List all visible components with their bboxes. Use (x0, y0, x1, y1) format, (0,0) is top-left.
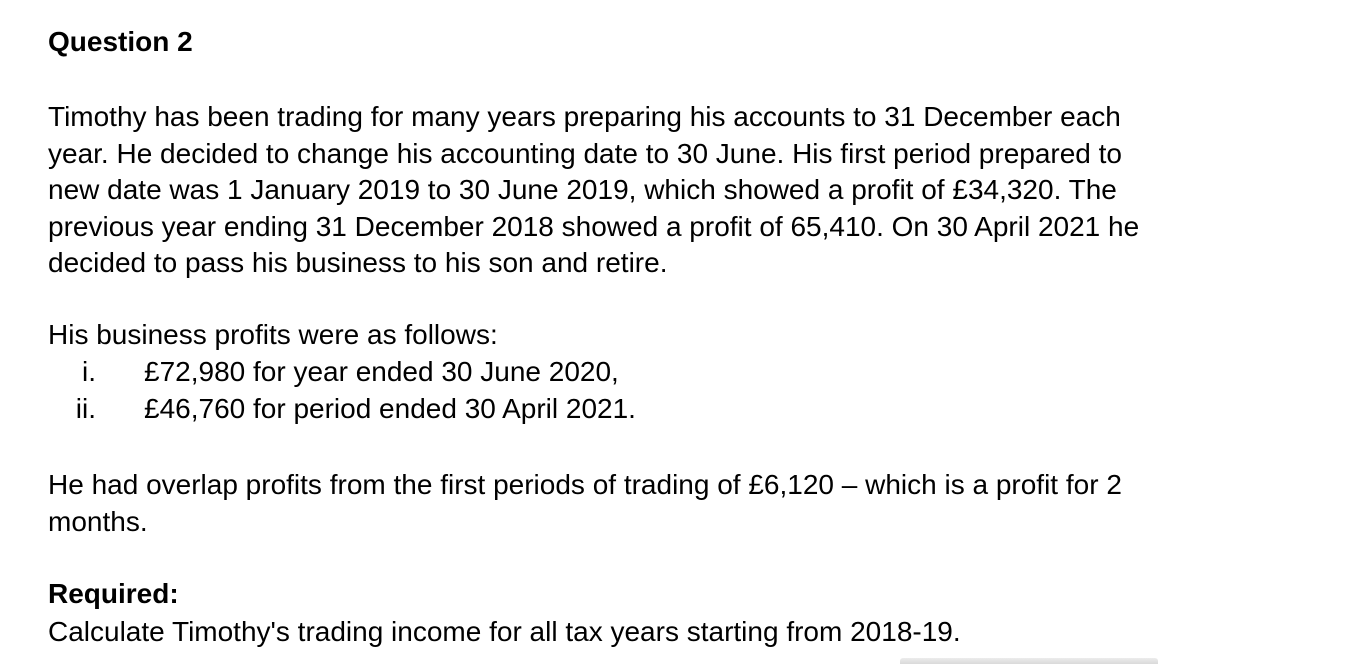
intro-line: previous year ending 31 December 2018 showed a profit of 65,410. On 30 April 2021 he (48, 210, 1140, 242)
overlap-paragraph (48, 467, 1122, 540)
required-label: Required: (48, 578, 179, 609)
overlap-line: months. (48, 505, 148, 537)
intro-line: year. He decided to change his accounting date to 30 June. His first period prepared to (48, 137, 1123, 169)
intro-line: decided to pass his business to his son and retire. (48, 247, 668, 278)
question-title: Question 2 (48, 26, 193, 57)
intro-line: new date was 1 January 2019 to 30 June 2019, which showed a profit of £34,320. The (48, 174, 1117, 205)
list-marker: i. (82, 356, 96, 387)
profits-intro-text: His business profits were as follows: (48, 319, 498, 350)
list-marker: ii. (75, 393, 96, 424)
required-text: Calculate Timothy's trading income for all tax years starting from 2018-19. (48, 616, 961, 647)
list-item (48, 391, 636, 428)
page-edge-shadow (900, 658, 1158, 664)
profits-intro (48, 317, 498, 354)
list-item-text: £46,760 for period ended 30 April 2021. (144, 393, 636, 424)
list-item-text: £72,980 for year ended 30 June 2020, (144, 356, 619, 387)
overlap-line: He had overlap profits from the first periods of trading of £6,120 – which is a profit for 2 (48, 469, 1122, 500)
intro-line: Timothy has been trading for many years preparing his accounts to 31 December each (48, 101, 1121, 132)
intro-paragraph (48, 99, 1139, 282)
list-item (48, 354, 619, 391)
